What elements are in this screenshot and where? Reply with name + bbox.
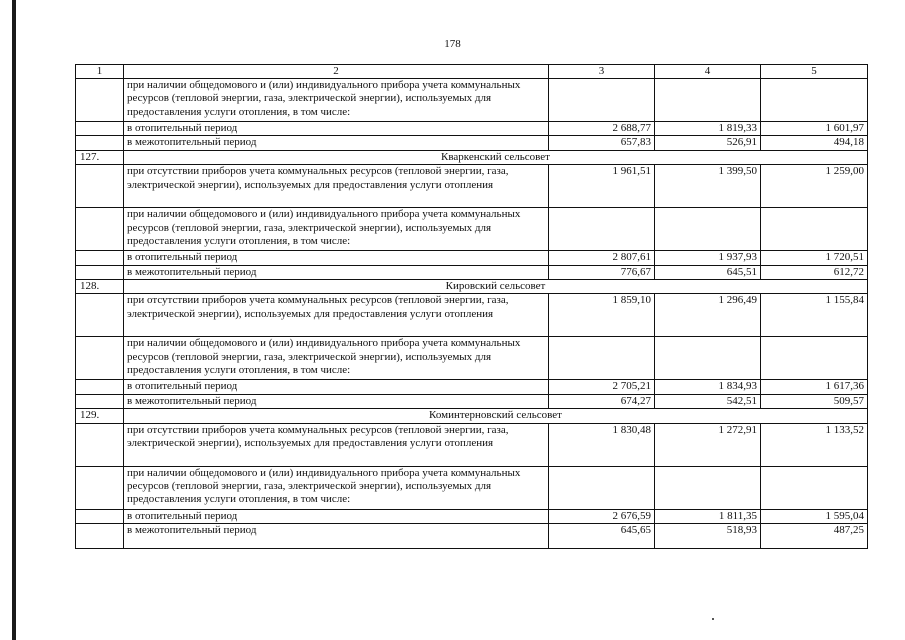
row-description: в межотопительный период [124,136,549,150]
row-number-cell [76,265,124,279]
table-row [76,122,868,136]
table-row [76,136,868,150]
value-col-5: 1 617,36 [761,380,868,394]
value-col-4 [655,337,761,380]
value-col-5: 612,72 [761,265,868,279]
table-row [76,165,868,208]
value-col-3: 1 961,51 [549,165,655,208]
column-header-2: 2 [124,65,549,79]
row-number-cell [76,294,124,337]
value-col-3: 2 807,61 [549,251,655,265]
row-number-cell [76,208,124,251]
row-description: при отсутствии приборов учета коммунальных ресурсов (тепловой энергии, газа, электрической энергии), используемых для предоставления услуги отопления [124,165,549,208]
row-number-cell [76,380,124,394]
row-number-cell [76,251,124,265]
value-col-5: 487,25 [761,524,868,549]
row-number-cell [76,79,124,122]
value-col-5: 509,57 [761,394,868,408]
value-col-4: 526,91 [655,136,761,150]
value-col-3: 1 830,48 [549,423,655,466]
section-title: Кировский сельсовет [124,280,868,294]
row-description: при наличии общедомового и (или) индивидуального прибора учета коммунальных ресурсов (тепловой энергии, газа, электрической энергии), используемых для предоставления услуги отопления, в том числе: [124,208,549,251]
value-col-3: 776,67 [549,265,655,279]
value-col-4: 542,51 [655,394,761,408]
value-col-3 [549,466,655,509]
row-description: при наличии общедомового и (или) индивидуального прибора учета коммунальных ресурсов (тепловой энергии, газа, электрической энергии), используемых для предоставления услуги отопления, в том числе: [124,79,549,122]
value-col-4 [655,466,761,509]
value-col-3: 2 705,21 [549,380,655,394]
value-col-3 [549,208,655,251]
value-col-5: 494,18 [761,136,868,150]
section-title: Коминтерновский сельсовет [124,409,868,423]
value-col-3 [549,79,655,122]
row-description: в отопительный период [124,251,549,265]
value-col-4: 645,51 [655,265,761,279]
table-row [76,509,868,523]
row-number-cell [76,423,124,466]
table-row [76,524,868,549]
row-description: при наличии общедомового и (или) индивидуального прибора учета коммунальных ресурсов (тепловой энергии, газа, электрической энергии), используемых для предоставления услуги отопления, в том числе: [124,466,549,509]
value-col-5 [761,79,868,122]
row-description: в отопительный период [124,509,549,523]
row-number-cell [76,466,124,509]
table-row [76,337,868,380]
row-description: в межотопительный период [124,265,549,279]
row-number-cell [76,509,124,523]
value-col-3: 2 676,59 [549,509,655,523]
row-number-cell [76,122,124,136]
value-col-4 [655,79,761,122]
value-col-4 [655,208,761,251]
value-col-5: 1 595,04 [761,509,868,523]
row-description: при отсутствии приборов учета коммунальных ресурсов (тепловой энергии, газа, электрической энергии), используемых для предоставления услуги отопления [124,423,549,466]
row-description: в межотопительный период [124,394,549,408]
table-row [76,466,868,509]
value-col-3: 645,65 [549,524,655,549]
value-col-4: 1 296,49 [655,294,761,337]
table-row [76,208,868,251]
value-col-4: 1 399,50 [655,165,761,208]
scan-speck [712,618,714,620]
value-col-3: 657,83 [549,136,655,150]
table-header-row [76,65,868,79]
section-title: Кваркенский сельсовет [124,150,868,164]
row-number-cell [76,524,124,549]
value-col-5 [761,337,868,380]
row-number-cell [76,394,124,408]
section-number: 128. [76,280,124,294]
row-description: при наличии общедомового и (или) индивидуального прибора учета коммунальных ресурсов (тепловой энергии, газа, электрической энергии), используемых для предоставления услуги отопления, в том числе: [124,337,549,380]
section-header-row [76,409,868,423]
table-row [76,251,868,265]
value-col-5: 1 133,52 [761,423,868,466]
tariff-table [75,64,868,549]
value-col-5: 1 601,97 [761,122,868,136]
table-row [76,380,868,394]
section-header-row [76,280,868,294]
scan-left-edge [12,0,16,640]
row-number-cell [76,165,124,208]
row-description: в межотопительный период [124,524,549,549]
value-col-5 [761,466,868,509]
value-col-4: 1 937,93 [655,251,761,265]
table-row [76,423,868,466]
row-description: при отсутствии приборов учета коммунальных ресурсов (тепловой энергии, газа, электрической энергии), используемых для предоставления услуги отопления [124,294,549,337]
table-row [76,265,868,279]
section-number: 129. [76,409,124,423]
column-header-4: 4 [655,65,761,79]
value-col-5: 1 155,84 [761,294,868,337]
page-number: 178 [444,38,461,50]
table-row [76,394,868,408]
row-number-cell [76,337,124,380]
table-row [76,79,868,122]
value-col-5: 1 720,51 [761,251,868,265]
value-col-3: 674,27 [549,394,655,408]
value-col-4: 1 811,35 [655,509,761,523]
value-col-4: 1 819,33 [655,122,761,136]
value-col-3 [549,337,655,380]
value-col-4: 1 272,91 [655,423,761,466]
value-col-4: 518,93 [655,524,761,549]
row-description: в отопительный период [124,380,549,394]
value-col-3: 1 859,10 [549,294,655,337]
section-header-row [76,150,868,164]
value-col-4: 1 834,93 [655,380,761,394]
table-row [76,294,868,337]
value-col-5 [761,208,868,251]
column-header-3: 3 [549,65,655,79]
value-col-3: 2 688,77 [549,122,655,136]
column-header-1: 1 [76,65,124,79]
section-number: 127. [76,150,124,164]
column-header-5: 5 [761,65,868,79]
row-number-cell [76,136,124,150]
value-col-5: 1 259,00 [761,165,868,208]
row-description: в отопительный период [124,122,549,136]
